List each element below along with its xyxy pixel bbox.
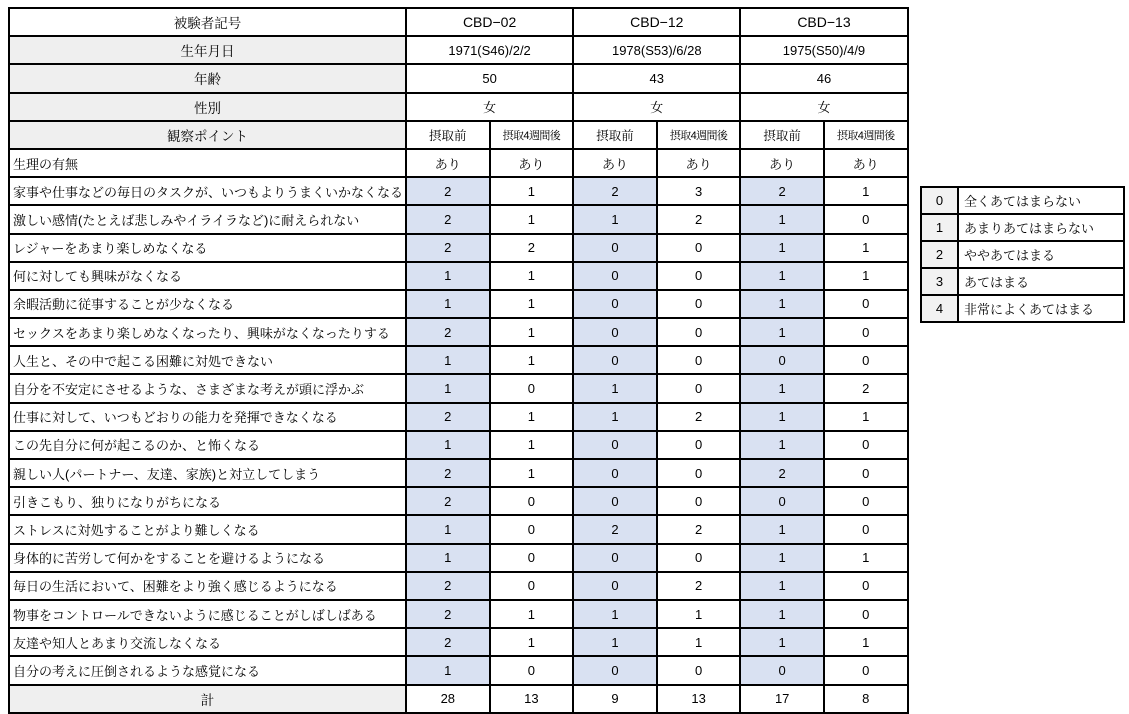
observation-point-cell: 摂取4週間後	[657, 121, 741, 149]
score-cell: 0	[740, 487, 824, 515]
question-row	[9, 290, 908, 318]
score-cell: 0	[573, 459, 657, 487]
score-cell: 1	[573, 374, 657, 402]
info-row-label: 年齢	[9, 64, 406, 92]
info-row-value: CBD−12	[573, 8, 740, 36]
score-cell: 1	[740, 234, 824, 262]
score-cell: 1	[490, 346, 574, 374]
score-cell: 0	[657, 374, 741, 402]
score-cell: 1	[657, 600, 741, 628]
score-cell: 0	[657, 544, 741, 572]
legend-score: 3	[921, 268, 958, 295]
question-row	[9, 262, 908, 290]
legend-row	[921, 187, 1124, 214]
observation-point-cell: 摂取前	[406, 121, 490, 149]
score-cell: 0	[657, 234, 741, 262]
score-cell: 1	[490, 205, 574, 233]
info-row-value: 女	[740, 93, 907, 121]
legend-row	[921, 214, 1124, 241]
score-cell: 0	[824, 459, 908, 487]
question-row	[9, 205, 908, 233]
score-cell: 0	[657, 431, 741, 459]
score-cell: 1	[490, 403, 574, 431]
legend-score: 0	[921, 187, 958, 214]
score-cell: 0	[824, 515, 908, 543]
question-label: 友達や知人とあまり交流しなくなる	[9, 628, 406, 656]
info-row-value: 1971(S46)/2/2	[406, 36, 573, 64]
score-cell: 1	[490, 628, 574, 656]
legend-row	[921, 295, 1124, 322]
question-label: セックスをあまり楽しめなくなったり、興味がなくなったりする	[9, 318, 406, 346]
score-cell: 0	[657, 656, 741, 684]
score-cell: 0	[657, 487, 741, 515]
score-cell: 2	[406, 628, 490, 656]
menstruation-cell: あり	[740, 149, 824, 177]
score-cell: 2	[657, 205, 741, 233]
info-row	[9, 93, 908, 121]
score-cell: 1	[573, 205, 657, 233]
score-cell: 1	[824, 628, 908, 656]
score-cell: 1	[406, 262, 490, 290]
legend-row	[921, 241, 1124, 268]
menstruation-cell: あり	[406, 149, 490, 177]
question-row	[9, 628, 908, 656]
score-cell: 1	[740, 544, 824, 572]
score-cell: 1	[490, 262, 574, 290]
score-cell: 2	[740, 177, 824, 205]
score-cell: 0	[824, 656, 908, 684]
score-cell: 1	[740, 374, 824, 402]
score-cell: 1	[573, 600, 657, 628]
question-row	[9, 600, 908, 628]
legend-label: あてはまる	[958, 268, 1124, 295]
menstruation-cell: あり	[824, 149, 908, 177]
info-row-value: CBD−02	[406, 8, 573, 36]
question-row	[9, 572, 908, 600]
score-cell: 2	[406, 403, 490, 431]
score-cell: 0	[573, 572, 657, 600]
total-value-cell: 17	[740, 685, 824, 713]
score-cell: 0	[824, 205, 908, 233]
score-cell: 1	[490, 431, 574, 459]
score-cell: 0	[573, 431, 657, 459]
question-label: 余暇活動に従事することが少なくなる	[9, 290, 406, 318]
question-label: 自分の考えに圧倒されるような感覚になる	[9, 656, 406, 684]
info-row-value: CBD−13	[740, 8, 907, 36]
info-row-value: 46	[740, 64, 907, 92]
info-row	[9, 8, 908, 36]
score-cell: 1	[406, 346, 490, 374]
score-cell: 1	[740, 431, 824, 459]
score-cell: 1	[657, 628, 741, 656]
score-cell: 1	[490, 177, 574, 205]
score-cell: 1	[740, 290, 824, 318]
score-legend-table	[920, 186, 1125, 323]
score-cell: 0	[573, 262, 657, 290]
question-label: 人生と、その中で起こる困難に対処できない	[9, 346, 406, 374]
score-cell: 1	[740, 318, 824, 346]
score-cell: 0	[824, 487, 908, 515]
score-cell: 0	[824, 346, 908, 374]
score-cell: 0	[573, 487, 657, 515]
score-cell: 0	[573, 656, 657, 684]
score-cell: 2	[573, 177, 657, 205]
total-value-cell: 13	[490, 685, 574, 713]
score-cell: 2	[406, 205, 490, 233]
score-cell: 1	[740, 262, 824, 290]
question-row	[9, 431, 908, 459]
score-cell: 1	[740, 403, 824, 431]
score-cell: 3	[657, 177, 741, 205]
subject-score-table-body	[9, 8, 908, 713]
info-row-label: 被験者記号	[9, 8, 406, 36]
score-cell: 2	[406, 234, 490, 262]
score-cell: 1	[824, 544, 908, 572]
score-cell: 0	[740, 346, 824, 374]
score-cell: 1	[490, 290, 574, 318]
score-cell: 1	[824, 403, 908, 431]
score-cell: 0	[573, 290, 657, 318]
menstruation-cell: あり	[490, 149, 574, 177]
menstruation-cell: あり	[657, 149, 741, 177]
observation-point-cell: 摂取前	[573, 121, 657, 149]
question-row	[9, 656, 908, 684]
menstruation-row-label: 生理の有無	[9, 149, 406, 177]
question-label: 身体的に苦労して何かをすることを避けるようになる	[9, 544, 406, 572]
info-row-value: 女	[406, 93, 573, 121]
info-row-value: 1975(S50)/4/9	[740, 36, 907, 64]
score-cell: 1	[406, 544, 490, 572]
info-row-value: 1978(S53)/6/28	[573, 36, 740, 64]
score-cell: 2	[406, 600, 490, 628]
legend-score: 4	[921, 295, 958, 322]
legend-row	[921, 268, 1124, 295]
score-cell: 0	[490, 515, 574, 543]
question-label: 激しい感情(たとえば悲しみやイライラなど)に耐えられない	[9, 205, 406, 233]
score-cell: 2	[824, 374, 908, 402]
score-cell: 0	[490, 544, 574, 572]
score-cell: 1	[406, 656, 490, 684]
score-cell: 1	[824, 262, 908, 290]
question-row	[9, 318, 908, 346]
question-label: この先自分に何が起こるのか、と怖くなる	[9, 431, 406, 459]
info-row	[9, 36, 908, 64]
score-cell: 1	[740, 600, 824, 628]
score-cell: 2	[406, 318, 490, 346]
score-legend-table-body	[921, 187, 1124, 322]
score-cell: 2	[657, 515, 741, 543]
score-cell: 0	[573, 346, 657, 374]
question-row	[9, 515, 908, 543]
total-value-cell: 28	[406, 685, 490, 713]
score-cell: 0	[740, 656, 824, 684]
score-cell: 0	[824, 318, 908, 346]
score-cell: 2	[657, 572, 741, 600]
score-cell: 0	[824, 572, 908, 600]
score-cell: 2	[406, 177, 490, 205]
question-label: 毎日の生活において、困難をより強く感じるようになる	[9, 572, 406, 600]
score-cell: 0	[824, 431, 908, 459]
info-row-label: 生年月日	[9, 36, 406, 64]
score-cell: 1	[740, 572, 824, 600]
score-cell: 0	[657, 346, 741, 374]
legend-label: 非常によくあてはまる	[958, 295, 1124, 322]
question-row	[9, 403, 908, 431]
question-label: レジャーをあまり楽しめなくなる	[9, 234, 406, 262]
score-cell: 0	[824, 600, 908, 628]
score-cell: 1	[406, 431, 490, 459]
question-label: 引きこもり、独りになりがちになる	[9, 487, 406, 515]
observation-point-cell: 摂取前	[740, 121, 824, 149]
observation-row	[9, 121, 908, 149]
question-row	[9, 544, 908, 572]
question-row	[9, 177, 908, 205]
total-row	[9, 685, 908, 713]
info-row-label: 性別	[9, 93, 406, 121]
score-cell: 0	[573, 234, 657, 262]
score-cell: 1	[824, 177, 908, 205]
question-row	[9, 487, 908, 515]
legend-score: 1	[921, 214, 958, 241]
observation-point-cell: 摂取4週間後	[824, 121, 908, 149]
observation-row-label: 観察ポイント	[9, 121, 406, 149]
score-cell: 0	[490, 374, 574, 402]
score-cell: 2	[740, 459, 824, 487]
score-cell: 1	[740, 628, 824, 656]
score-cell: 1	[406, 374, 490, 402]
total-value-cell: 13	[657, 685, 741, 713]
score-cell: 1	[740, 515, 824, 543]
info-row	[9, 64, 908, 92]
score-cell: 0	[573, 318, 657, 346]
score-cell: 1	[490, 459, 574, 487]
score-cell: 0	[657, 318, 741, 346]
question-row	[9, 459, 908, 487]
question-label: 仕事に対して、いつもどおりの能力を発揮できなくなる	[9, 403, 406, 431]
score-cell: 1	[573, 628, 657, 656]
observation-point-cell: 摂取4週間後	[490, 121, 574, 149]
score-cell: 1	[490, 318, 574, 346]
score-cell: 2	[657, 403, 741, 431]
score-cell: 0	[490, 487, 574, 515]
legend-label: あまりあてはまらない	[958, 214, 1124, 241]
score-cell: 2	[406, 572, 490, 600]
question-row	[9, 346, 908, 374]
score-cell: 0	[490, 572, 574, 600]
legend-label: 全くあてはまらない	[958, 187, 1124, 214]
score-cell: 0	[657, 459, 741, 487]
question-label: 自分を不安定にさせるような、さまざまな考えが頭に浮かぶ	[9, 374, 406, 402]
legend-score: 2	[921, 241, 958, 268]
question-label: 親しい人(パートナー、友達、家族)と対立してしまう	[9, 459, 406, 487]
score-cell: 0	[657, 262, 741, 290]
score-cell: 2	[573, 515, 657, 543]
question-label: ストレスに対処することがより難しくなる	[9, 515, 406, 543]
info-row-value: 43	[573, 64, 740, 92]
menstruation-cell: あり	[573, 149, 657, 177]
question-label: 何に対しても興味がなくなる	[9, 262, 406, 290]
total-row-label: 計	[9, 685, 406, 713]
legend-label: ややあてはまる	[958, 241, 1124, 268]
score-cell: 2	[406, 487, 490, 515]
score-cell: 2	[490, 234, 574, 262]
score-cell: 0	[573, 544, 657, 572]
question-row	[9, 374, 908, 402]
score-cell: 0	[657, 290, 741, 318]
score-cell: 1	[406, 515, 490, 543]
info-row-value: 50	[406, 64, 573, 92]
score-cell: 1	[824, 234, 908, 262]
menstruation-row	[9, 149, 908, 177]
score-cell: 2	[406, 459, 490, 487]
question-row	[9, 234, 908, 262]
total-value-cell: 9	[573, 685, 657, 713]
score-cell: 1	[573, 403, 657, 431]
total-value-cell: 8	[824, 685, 908, 713]
score-cell: 0	[824, 290, 908, 318]
info-row-value: 女	[573, 93, 740, 121]
score-cell: 1	[740, 205, 824, 233]
score-cell: 1	[406, 290, 490, 318]
score-cell: 1	[490, 600, 574, 628]
question-label: 物事をコントロールできないように感じることがしばしばある	[9, 600, 406, 628]
question-label: 家事や仕事などの毎日のタスクが、いつもよりうまくいかなくなる	[9, 177, 406, 205]
score-cell: 0	[490, 656, 574, 684]
subject-score-table	[8, 7, 909, 714]
